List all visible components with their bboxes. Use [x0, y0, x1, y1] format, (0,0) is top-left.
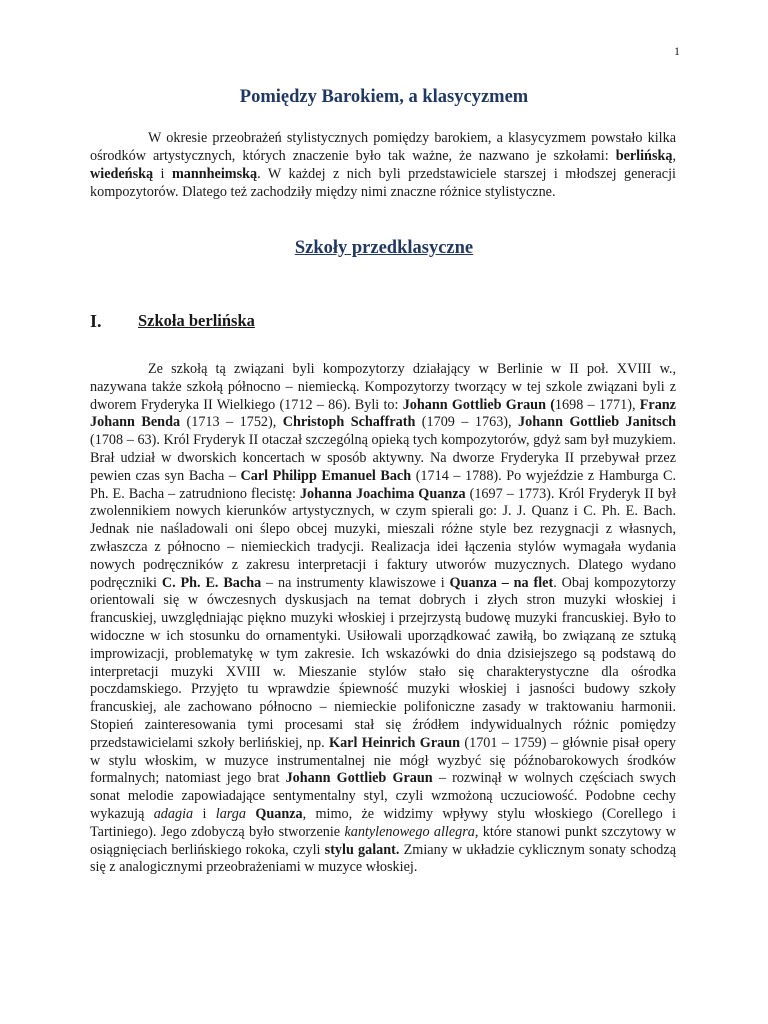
body-italic: adagia [153, 805, 194, 822]
body-bold: Karl Heinrich Graun [329, 734, 460, 751]
body-text: (1714 – 1788). Po wyjeździe z Hamburga C. Ph. E. Bacha – zatrudniono flecistę: [90, 467, 676, 502]
intro-text: W okresie przeobrażeń stylistycznych pomiędzy barokiem, a klasycyzmem powstało kilka ośrodków artystycznych, których znaczenie było tak ważne, że nazwano je szkołami: [90, 130, 676, 164]
body-text: Ze szkołą tą związani byli kompozytorzy działający w Berlinie w II poł. XVIII w., nazywana także szkołą północno – niemiecką. Kompozytorzy tworzący w tej szkole związani byli z dworem Fryderyka II Wielkiego (1712 – 86). Byli to: [90, 361, 676, 413]
body-bold: stylu galant. [324, 841, 400, 858]
body-text: Zmiany w układzie cyklicznym sonaty schodzą się z analogicznymi przeobrażeniami w muzyce włoskiej. [90, 841, 676, 876]
body-bold: Johanna Joachima Quanza [299, 485, 466, 502]
body-bold: Quanza [255, 805, 303, 822]
intro-text: , [672, 148, 676, 164]
body-text: (1709 – 1763), [415, 414, 519, 431]
body-text: i [193, 805, 216, 822]
body-italic: larga [215, 805, 246, 822]
intro-bold-berlin: berlińską [615, 148, 673, 164]
body-bold: Christoph Schaffrath [282, 414, 416, 431]
body-text: . Obaj kompozytorzy orientowali się w ówczesnych dyskusjach na temat dobrych i złych stron muzyki włoskiej i francuskiej, uwzględniając piękno muzyki włoskiej i przejrzystą budowę muzyki francuskiej. Było to widoczne w ich stosunku do ornamentyki. Usiłowali uporządkować zawiłą, bo związaną ze sztuką improwizacji, problematykę w tym zakresie. Ich wskazówki do dnia dzisiejszego są podstawą do interpretacji muzyki XVIII w. Mieszanie stylów stało się charakterystyczne dla ośrodka poczdamskiego. Przyjęto tu wprawdzie śpiewność muzyki włoskiej i jasności budowy szkoły francuskiej, ale zachowano północno – niemieckie polifoniczne zasady w traktowaniu harmonii. Stopień zainteresowania tymi procesami stał się źródłem indywidualnych różnic pomiędzy przedstawicielami szkoły berlińskiej, np. [90, 574, 677, 751]
intro-text: . W każdej z nich byli przedstawiciele starszej i młodszej generacji kompozytorów. Dlatego też zachodziły między nimi znaczne różnice stylistyczne. [90, 166, 676, 200]
section-number: I. [90, 311, 102, 331]
body-text: (1713 – 1752), [180, 414, 283, 431]
body-text: , mimo, że widzimy wpływy stylu włoskiego (Corellego i Tartiniego). Jego zdobyczą było stworzenie [90, 805, 676, 840]
intro-bold-vienna: wiedeńską [90, 166, 154, 182]
section-title: Szkoła berlińska [138, 311, 255, 330]
intro-paragraph [90, 129, 676, 201]
body-paragraph [90, 361, 676, 877]
body-text: – rozwinął w wolnych częściach swych sonat melodie zapowiadające sentymentalny styl, czyli wzmożoną uczuciowość. Podobne cechy wykazują [90, 770, 676, 822]
intro-text: i [153, 166, 172, 182]
page-number: 1 [674, 44, 680, 58]
section-subtitle: Szkoły przedklasyczne [294, 238, 474, 258]
document-title: Pomiędzy Barokiem, a klasycyzmem [239, 87, 529, 107]
body-text: – na instrumenty klawiszowe i [261, 574, 450, 591]
body-bold: Johann Gottlieb Graun ( [402, 396, 555, 413]
body-text: , które stanowi punkt szczytowy w osiągnięciach berlińskiego rokoka, czyli [90, 823, 676, 858]
body-text [246, 806, 255, 822]
body-bold: Quanza – na flet [449, 574, 554, 591]
body-text: 1698 – 1771), [554, 396, 640, 413]
body-bold: C. Ph. E. Bacha [161, 574, 262, 591]
body-text: (1708 – 63). Król Fryderyk II otaczał szczególną opieką tych kompozytorów, gdyż sam był muzykiem. Brał udział w dworskich koncertach w sposób aktywny. Na dworze Fryderyka II przebywał przez pewien czas syn Bacha – [90, 432, 676, 484]
intro-bold-mannheim: mannheimską [171, 166, 258, 182]
body-bold: Johann Gottlieb Graun [285, 770, 433, 787]
body-italic: kantylenowego allegra [344, 823, 475, 840]
body-text: (1697 – 1773). Król Fryderyk II był zwolennikiem nowych kierunków artystycznych, w czym spierali go: J. J. Quanz i C. Ph. E. Bach. Jednak nie naśladowali oni ślepo obcej muzyki, mieszali różne style bez rezygnacji z własnych, zwłaszcza z północno – niemieckich tradycji. Realizacja idei łączenia stylów wymagała wydania nowych podręczników z zakresu interpretacji i faktury utworów muzycznych. Dlatego wydano podręczniki [90, 485, 677, 591]
body-bold: Carl Philipp Emanuel Bach [240, 467, 412, 484]
body-bold: Franz Johann Benda [90, 396, 676, 431]
body-bold: Johann Gottlieb Janitsch [518, 414, 677, 431]
body-text: (1701 – 1759) – głównie pisał opery w stylu włoskim, w muzyce instrumentalnej nie mógł wyzbyć się późnobarokowych środków formalnych; natomiast jego brat [90, 734, 676, 787]
